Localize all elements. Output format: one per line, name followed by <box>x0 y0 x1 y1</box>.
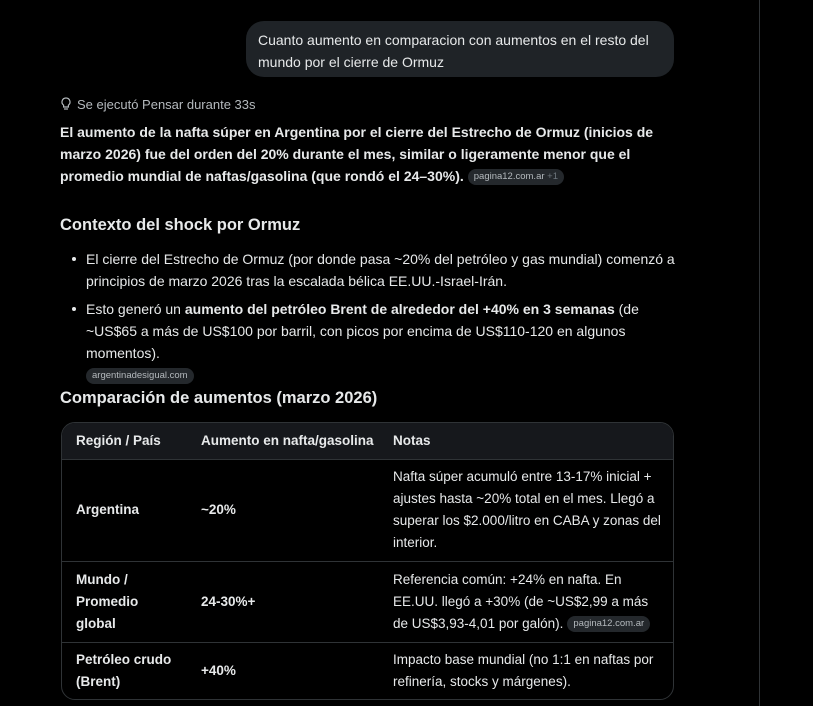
table-header-row <box>62 423 673 459</box>
bullet-text-bold: aumento del petróleo Brent de alrededor del +40% en 3 semanas <box>184 301 615 317</box>
column-header-notes: Notas <box>393 432 431 448</box>
list-item <box>60 298 680 386</box>
source-chip-label: argentinadesigual.com <box>92 370 188 382</box>
user-message-bubble <box>246 21 674 77</box>
user-message-text: Cuanto aumento en comparacion con aumentos en el resto del mundo por el cierre de Ormuz <box>258 32 649 70</box>
source-chip[interactable] <box>86 368 194 384</box>
list-item <box>60 248 680 292</box>
comparison-table <box>61 422 674 700</box>
source-chip-label: pagina12.com.ar <box>573 617 645 629</box>
table-row <box>62 561 673 642</box>
answer-intro-text: El aumento de la nafta súper en Argentina por el cierre del Estrecho de Ormuz (inicios de marzo 2026) fue del orden del 20% durante el mes, similar o ligeramente menor que el promedio mundial de naftas/gasolina (que rondó el 24–30%). <box>60 124 654 184</box>
section-heading-comparison: Comparación de aumentos (marzo 2026) <box>60 389 378 407</box>
bullet-text: El cierre del Estrecho de Ormuz (por donde pasa ~20% del petróleo y gas mundial) comenzó a principios de marzo 2026 tras la escalada bélica EE.UU.-Israel-Irán. <box>86 251 675 289</box>
cell-increase: +40% <box>201 663 236 679</box>
cell-notes <box>379 561 673 642</box>
bullet-text-post: (de ~US$65 a más de US$100 por barril, con picos por encima de US$110-120 en algunos momentos). <box>86 301 639 361</box>
context-bullet-list <box>60 248 680 386</box>
bullet-text-pre: Esto generó un <box>86 301 185 317</box>
cell-increase: ~20% <box>201 502 236 517</box>
table-row <box>62 642 673 700</box>
table-row <box>62 459 673 561</box>
sidebar-divider <box>759 0 760 706</box>
cell-notes-text: Referencia común: +24% en nafta. En EE.UU. llegó a +30% (de ~US$2,99 a más de US$3,93-4,01 por galón). <box>393 571 649 631</box>
source-chip-label: pagina12.com.ar <box>473 171 545 183</box>
column-header-region: Región / País <box>76 432 161 448</box>
cell-notes: Nafta súper acumuló entre 13-17% inicial + ajustes hasta ~20% total en el mes. Llegó a superar los $2.000/litro en CABA y zonas del interior. <box>393 469 661 550</box>
cell-region: Mundo / Promedio global <box>76 571 139 631</box>
cell-region: Argentina <box>76 502 140 517</box>
thought-label: Se ejecutó Pensar durante 33s <box>77 96 256 112</box>
cell-increase: 24-30%+ <box>201 593 256 609</box>
lightbulb-icon <box>60 97 72 111</box>
cell-region: Petróleo crudo (Brent) <box>76 652 172 690</box>
section-heading-context: Contexto del shock por Ormuz <box>60 216 301 234</box>
cell-notes: Impacto base mundial (no 1:1 en naftas por refinería, stocks y márgenes). <box>393 652 654 690</box>
answer-intro <box>60 121 680 187</box>
thought-status[interactable] <box>60 96 256 112</box>
source-chip[interactable] <box>567 616 650 632</box>
column-header-increase: Aumento en nafta/gasolina <box>201 432 374 448</box>
source-chip-more: +1 <box>547 171 559 183</box>
source-chip[interactable] <box>468 169 564 185</box>
